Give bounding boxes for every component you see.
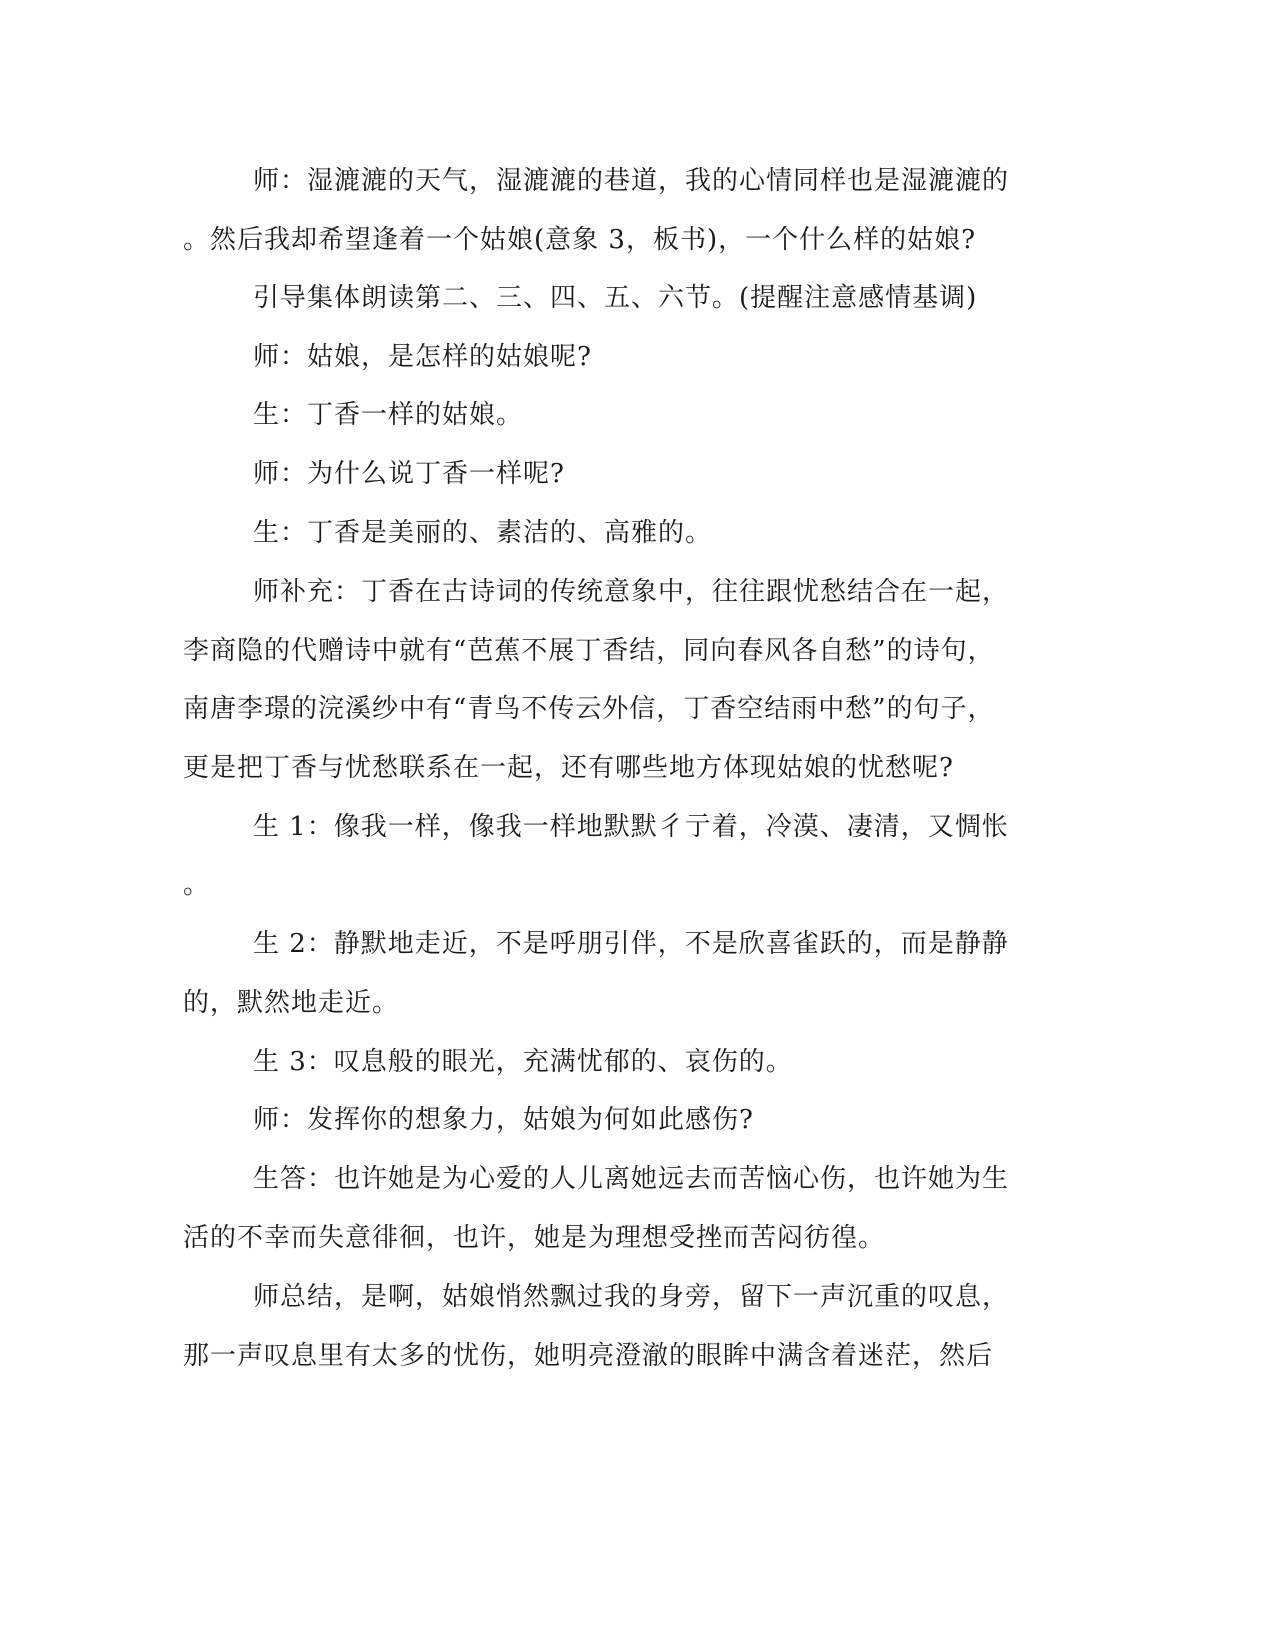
paragraph-line: 生 1：像我一样，像我一样地默默彳亍着，冷漠、凄清，又惆怅 <box>253 812 1009 842</box>
paragraph-line: 活的不幸而失意徘徊，也许，她是为理想受挫而苦闷彷徨。 <box>183 1223 886 1253</box>
paragraph-line: 生：丁香是美丽的、素洁的、高雅的。 <box>253 518 713 548</box>
paragraph-line: 那一声叹息里有太多的忧伤，她明亮澄澈的眼眸中满含着迷茫，然后 <box>183 1341 994 1371</box>
paragraph-line: 师：姑娘，是怎样的姑娘呢? <box>253 342 592 372</box>
paragraph-line: 师：为什么说丁香一样呢? <box>253 459 565 489</box>
paragraph-line: 。 <box>183 870 211 900</box>
paragraph-line: 生：丁香一样的姑娘。 <box>253 400 524 430</box>
paragraph-line: 师总结，是啊，姑娘悄然飘过我的身旁，留下一声沉重的叹息， <box>253 1282 1010 1312</box>
paragraph-line: 生 2：静默地走近，不是呼朋引伴，不是欣喜雀跃的，而是静静 <box>253 929 1009 959</box>
paragraph-line: 引导集体朗读第二、三、四、五、六节。(提醒注意感情基调) <box>253 283 978 313</box>
paragraph-line: 李商隐的代赠诗中就有“芭蕉不展丁香结，同向春风各自愁”的诗句， <box>183 636 995 666</box>
paragraph-line: 师：发挥你的想象力，姑娘为何如此感伤? <box>253 1105 754 1135</box>
paragraph-line: 更是把丁香与忧愁联系在一起，还有哪些地方体现姑娘的忧愁呢? <box>183 753 954 783</box>
paragraph-line: 师补充：丁香在古诗词的传统意象中，往往跟忧愁结合在一起， <box>253 577 1010 607</box>
paragraph-line: 的，默然地走近。 <box>183 988 400 1018</box>
paragraph-line: 。然后我却希望逢着一个姑娘(意象 3，板书)，一个什么样的姑娘? <box>183 225 977 255</box>
paragraph-line: 南唐李璟的浣溪纱中有“青鸟不传云外信，丁香空结雨中愁”的句子， <box>183 694 995 724</box>
paragraph-line: 生 3：叹息般的眼光，充满忧郁的、哀伤的。 <box>253 1047 793 1077</box>
paragraph-line: 生答：也许她是为心爱的人儿离她远去而苦恼心伤，也许她为生 <box>253 1164 1010 1194</box>
paragraph-line: 师：湿漉漉的天气，湿漉漉的巷道，我的心情同样也是湿漉漉的 <box>253 166 1010 196</box>
